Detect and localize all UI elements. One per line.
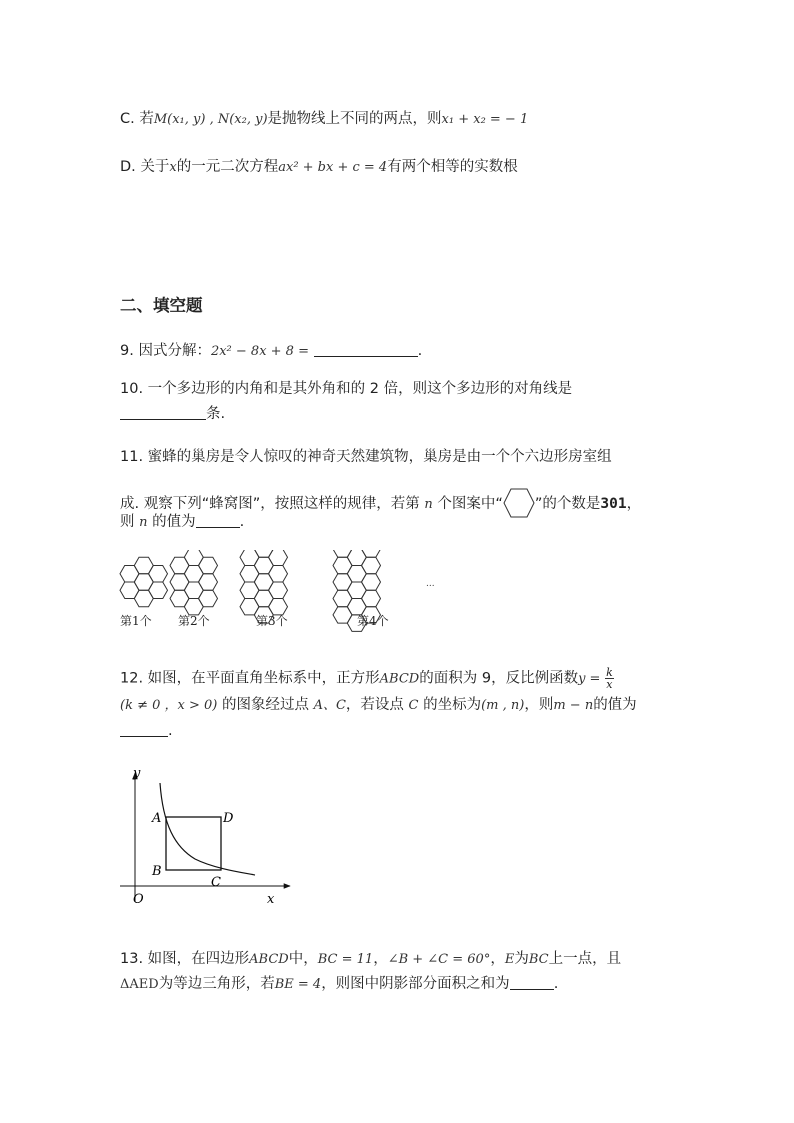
q12-y-eq: y =	[578, 671, 601, 687]
honeycomb-cell	[199, 590, 218, 607]
q13-text1b: 中，	[288, 951, 318, 967]
q11-text3b: 的值为	[152, 514, 196, 530]
question-13-line1	[120, 948, 621, 971]
q13-text1a: 13. 如图，在四边形	[120, 951, 250, 967]
hexagon-icon	[503, 488, 535, 518]
honeycomb-cell	[362, 590, 381, 607]
option-c-sum: x₁ + x₂ = − 1	[441, 112, 529, 127]
question-13-line2	[120, 973, 558, 996]
option-d	[120, 156, 518, 179]
q12-answer-blank[interactable]	[120, 722, 168, 737]
option-c-middle: 是抛物线上不同的两点，则	[267, 111, 442, 127]
q12-fraction	[605, 667, 614, 690]
question-11-line1	[120, 446, 612, 468]
q12-m-minus-n: m − n	[553, 698, 594, 713]
honeycomb-ellipsis: ...	[426, 579, 435, 589]
q11-text2b: 个图案中“	[437, 496, 503, 512]
honeycomb-cell	[269, 550, 288, 566]
option-d-tail: 有两个相等的实数根	[387, 159, 518, 175]
q13-text2a: 为等边三角形，若	[158, 976, 275, 992]
q12-condition: (k ≠ 0 ，x > 0)	[120, 698, 218, 713]
q13-abcd: ABCD	[249, 952, 289, 967]
q12-point-c: C	[408, 698, 419, 713]
q12-text2d: ，则	[524, 697, 554, 713]
option-d-middle: 的一元二次方程	[176, 159, 279, 175]
q9-answer-blank[interactable]	[314, 342, 418, 357]
option-c-label: C. 若	[120, 111, 154, 127]
q11-n-var: n	[424, 497, 433, 512]
q12-text1b: 的面积为 9，反比例函数	[419, 670, 579, 687]
caption-3: 第3个	[256, 614, 288, 628]
point-d-label: D	[223, 811, 234, 826]
q9-end: .	[417, 343, 423, 359]
q12-frac-den: x	[606, 678, 613, 691]
q12-text2a: 的图象经过点	[221, 697, 309, 713]
caption-1: 第1个	[120, 614, 152, 628]
q13-text1c: 为	[514, 951, 529, 967]
x-axis-label: x	[267, 892, 275, 907]
question-9	[120, 340, 422, 363]
q12-text1a: 12. 如图，在平面直角坐标系中，正方形	[120, 670, 380, 687]
option-d-var: x	[169, 160, 177, 175]
y-axis-label: y	[133, 766, 141, 781]
honeycomb-cell	[269, 582, 288, 599]
q12-text2c: 的坐标为	[423, 697, 482, 713]
option-d-equation: ax² + bx + c = 4	[278, 160, 388, 175]
q11-text2a: 成. 观察下列“蜂窝图”，按照这样的规律，若第	[120, 496, 420, 512]
q11-number: 11.	[120, 449, 144, 465]
q11-end: .	[239, 514, 245, 530]
q12-text2b: ，若设点	[345, 697, 404, 713]
q13-sep1: ，	[373, 951, 388, 967]
honeycomb-cell	[362, 574, 381, 590]
honeycomb-captions	[0, 612, 794, 632]
honeycomb-cell	[149, 582, 168, 599]
q11-text1: 蜜蜂的巢房是令人惊叹的神奇天然建筑物，巢房是由一个个六边形房室组	[147, 449, 612, 465]
q11-count: 301	[600, 496, 627, 512]
q10-tail: 条.	[206, 406, 226, 422]
option-c-points: M(x₁, y) , N(x₂, y)	[153, 112, 268, 127]
square-abcd	[166, 817, 221, 870]
q11-n-var-2: n	[139, 515, 148, 530]
q9-prefix: 因式分解：	[138, 343, 211, 359]
honeycomb-cell	[149, 566, 168, 583]
q11-text2d: ，	[626, 496, 642, 512]
q11-text2c: ”的个数是	[534, 496, 601, 512]
q13-end: .	[553, 976, 559, 992]
origin-label: O	[133, 892, 144, 907]
q13-be: BE = 4	[274, 977, 322, 992]
point-c-label: C	[211, 875, 221, 890]
q9-expression: 2x² − 8x + 8 =	[210, 344, 309, 359]
point-b-label: B	[152, 864, 162, 879]
question-11-line3	[120, 511, 244, 534]
hyperbola-curve	[160, 783, 255, 875]
q13-triangle: ΔAED	[120, 977, 159, 992]
q13-bc2: BC	[528, 952, 549, 967]
q13-text2b: ，则图中阴影部分面积之和为	[321, 976, 510, 992]
honeycomb-cell	[199, 557, 218, 574]
question-10-line1: 10. 一个多边形的内角和是其外角和的 2 倍，则这个多边形的对角线是	[120, 381, 573, 397]
section-title: 二、填空题	[120, 296, 203, 315]
q12-text2e: 的值为	[593, 697, 637, 713]
option-d-label: D. 关于	[120, 159, 170, 175]
q13-sep2: ，	[490, 951, 505, 967]
q13-text1d: 上一点，且	[548, 951, 622, 967]
question-12-line1	[120, 667, 614, 691]
honeycomb-cell	[269, 566, 288, 583]
honeycomb-cell	[362, 557, 381, 574]
option-c	[120, 108, 528, 131]
honeycomb-cell	[199, 574, 218, 590]
caption-2: 第2个	[178, 614, 210, 628]
q13-e: E	[504, 952, 515, 967]
coordinate-figure	[115, 765, 295, 910]
q13-angle: ∠B + ∠C = 60°	[387, 952, 491, 967]
q13-bc: BC = 11	[317, 952, 374, 967]
question-12-line3	[120, 720, 173, 742]
q11-text3a: 则	[120, 514, 135, 530]
question-12-line2	[120, 694, 637, 717]
honeycomb-cell	[362, 550, 381, 557]
q12-points: A、C	[313, 698, 346, 713]
point-a-label: A	[152, 811, 162, 826]
q12-end: .	[168, 723, 173, 739]
q10-answer-blank[interactable]	[120, 405, 206, 420]
q12-coord: (m , n)	[481, 698, 525, 713]
q12-frac-num: k	[606, 666, 613, 679]
q11-answer-blank[interactable]	[196, 513, 240, 528]
question-10-line2	[120, 403, 225, 425]
q9-number: 9.	[120, 343, 134, 359]
honeycomb-cell	[184, 550, 203, 566]
q13-answer-blank[interactable]	[510, 975, 554, 990]
caption-4: 第4个	[357, 614, 389, 628]
q12-abcd: ABCD	[379, 671, 420, 687]
